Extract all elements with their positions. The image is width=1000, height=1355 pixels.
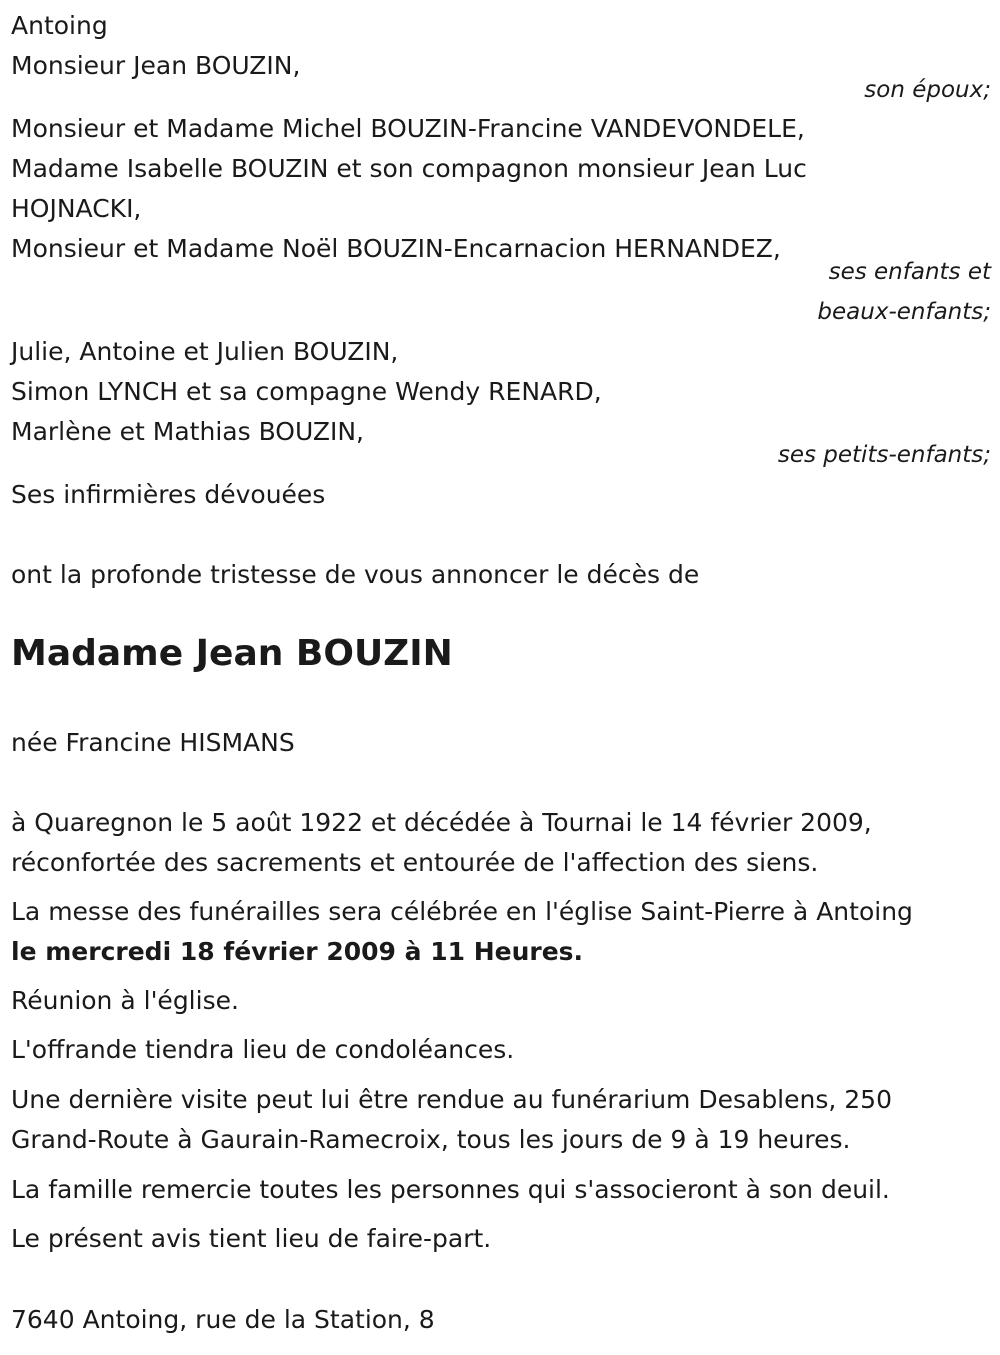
deceased-name: Madame Jean BOUZIN — [11, 633, 453, 674]
birth-death-line: réconfortée des sacrements et entourée de l'affection des siens. — [11, 848, 819, 877]
child-line: Monsieur et Madame Michel BOUZIN-Francine VANDEVONDELE, — [11, 114, 805, 143]
grandchild-line: Julie, Antoine et Julien BOUZIN, — [11, 337, 399, 366]
nurses: Ses infirmières dévouées — [11, 480, 326, 509]
offering: L'offrande tiendra lieu de condoléances. — [11, 1035, 515, 1064]
children-role: ses enfants et — [828, 259, 991, 285]
location: Antoing — [11, 11, 108, 40]
child-line: Madame Isabelle BOUZIN et son compagnon monsieur Jean Luc — [11, 154, 807, 183]
grandchild-line: Marlène et Mathias BOUZIN, — [11, 417, 364, 446]
spouse-role: son époux; — [864, 77, 991, 103]
notice: Le présent avis tient lieu de faire-part. — [11, 1224, 492, 1253]
child-line: Monsieur et Madame Noël BOUZIN-Encarnacion HERNANDEZ, — [11, 234, 781, 263]
thanks: La famille remercie toutes les personnes qui s'associeront à son deuil. — [11, 1175, 890, 1204]
meeting: Réunion à l'église. — [11, 986, 239, 1015]
mass-line: La messe des funérailles sera célébrée en l'église Saint-Pierre à Antoing — [11, 897, 913, 926]
visit-line: Grand-Route à Gaurain-Ramecroix, tous les jours de 9 à 19 heures. — [11, 1125, 851, 1154]
children-role: beaux-enfants; — [817, 299, 991, 325]
address: 7640 Antoing, rue de la Station, 8 — [11, 1305, 435, 1334]
grandchild-line: Simon LYNCH et sa compagne Wendy RENARD, — [11, 377, 602, 406]
maiden-name: née Francine HISMANS — [11, 728, 295, 757]
child-line: HOJNACKI, — [11, 194, 142, 223]
grandchildren-role: ses petits-enfants; — [777, 442, 991, 468]
announcement: ont la profonde tristesse de vous annoncer le décès de — [11, 560, 700, 589]
birth-death-line: à Quaregnon le 5 août 1922 et décédée à Tournai le 14 février 2009, — [11, 808, 872, 837]
visit-line: Une dernière visite peut lui être rendue au funérarium Desablens, 250 — [11, 1085, 892, 1114]
mass-date: le mercredi 18 février 2009 à 11 Heures. — [11, 937, 584, 966]
spouse-name: Monsieur Jean BOUZIN, — [11, 51, 301, 80]
